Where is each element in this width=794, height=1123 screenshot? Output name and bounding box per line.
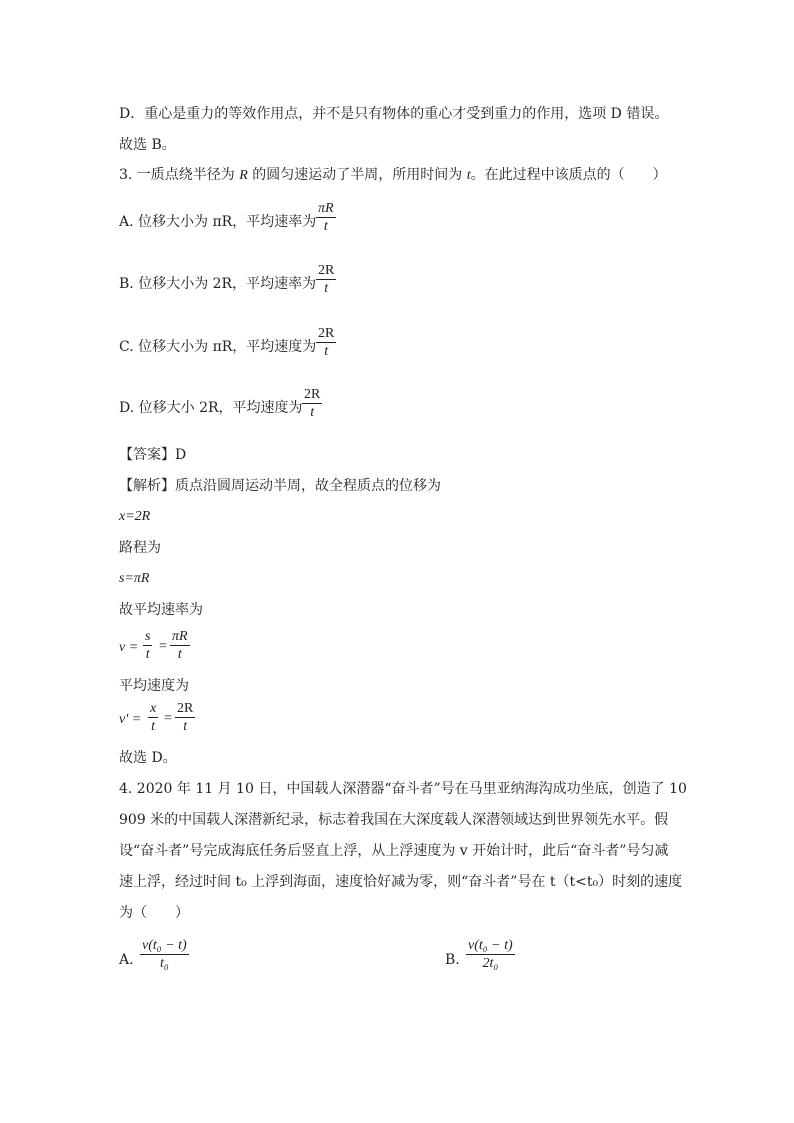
frac-bar [140,954,189,955]
q3-text-b: 的圆匀速运动了半周，所用时间为 [247,167,467,183]
frac-den: t [310,405,315,420]
frac-bar [143,645,152,646]
frac-den: t [183,719,188,734]
q3-r: R [239,168,248,183]
eq-vp-equals: = [164,711,172,726]
analysis-line [119,477,441,495]
eq-vp-lhs: v' = [119,712,142,727]
frac-bar [148,717,158,718]
eq-v-lhs: v = [119,640,139,655]
analysis-tag: 【解析】 [119,478,175,494]
eq-v-equals: = [159,639,167,654]
path-label: 路程为 [119,540,161,556]
option-a-fraction [316,201,336,234]
frac-den: 2t₀ [482,956,499,971]
q4-line-3: 设“奋斗者”号完成海底任务后竖直上浮，从上浮速度为 v 开始计时，此后“奋斗者”号匀减 [119,843,669,859]
q4-option-b-label: B. [445,952,460,968]
frac-den: t₀ [159,956,169,971]
option-b: B. 位移大小为 2R，平均速率为 [119,276,317,292]
q4-line-5: 为（ ） [119,905,189,921]
eq-vp-frac1 [148,701,158,734]
frac-bar [302,403,322,404]
option-c-fraction [316,326,336,359]
frac-num: x [150,701,157,716]
option-c: C. 位移大小为 πR，平均速度为 [119,339,317,355]
q4-option-b-fraction [466,938,515,971]
option-d-explanation: D．重心是重力的等效作用点，并不是只有物体的重心才受到重力的作用，选项 D 错误。 [119,106,669,122]
frac-bar [316,217,336,218]
choose-b: 故选 B。 [119,137,176,153]
option-b-fraction [316,263,336,296]
frac-bar [466,954,515,955]
frac-num: πR [318,201,334,216]
eq-x: x=2R [119,509,151,524]
eq-vp-frac2 [175,701,195,734]
eq-v-frac2 [170,629,190,662]
answer-value: D [175,447,187,463]
avg-rate-label: 故平均速率为 [119,602,203,618]
q4-line-1: 4. 2020 年 11 月 10 日，中国载人深潜器“奋斗者”号在马里亚纳海沟成功坐底，创造了 10 [119,781,687,797]
frac-den: t [145,647,150,662]
frac-bar [316,342,336,343]
avg-vel-label: 平均速度为 [119,678,189,694]
frac-bar [170,645,190,646]
q3-t: t [466,168,471,183]
q4-line-4: 速上浮，经过时间 t₀ 上浮到海面，速度恰好减为零，则“奋斗者”号在 t（t<t₀）时刻的速度 [119,874,683,890]
q4-option-a-label: A. [119,952,134,968]
frac-bar [316,279,336,280]
frac-num: 2R [304,387,321,402]
frac-num: 2R [318,263,335,278]
frac-num: v(t₀ − t) [142,938,187,953]
option-d-fraction [302,387,322,420]
option-d: D. 位移大小 2R，平均速度为 [119,400,303,416]
option-a: A. 位移大小为 πR，平均速率为 [119,214,317,230]
question-3 [119,166,667,185]
eq-s: s=πR [119,571,150,586]
frac-den: t [323,219,328,234]
frac-num: 2R [177,701,194,716]
q4-line-2: 909 米的中国载人深潜新纪录，标志着我国在大深度载人深潜领域达到世界领先水平。假 [119,812,669,828]
answer-tag: 【答案】 [119,447,175,463]
frac-num: 2R [318,326,335,341]
frac-den: t [324,344,329,359]
q3-text-c: 。在此过程中该质点的（ ） [470,167,667,183]
q4-option-a-fraction [140,938,189,971]
eq-v-frac1 [143,629,152,662]
frac-den: t [177,647,182,662]
frac-num: v(t₀ − t) [468,938,513,953]
q3-text-a: 3. 一质点绕半径为 [119,167,240,183]
frac-bar [175,717,195,718]
choose-d: 故选 D。 [119,750,177,766]
analysis-text: 质点沿圆周运动半周，故全程质点的位移为 [175,478,441,494]
frac-den: t [324,281,329,296]
frac-den: t [151,719,156,734]
answer-line [119,446,186,464]
frac-num: s [145,629,151,644]
frac-num: πR [172,629,188,644]
